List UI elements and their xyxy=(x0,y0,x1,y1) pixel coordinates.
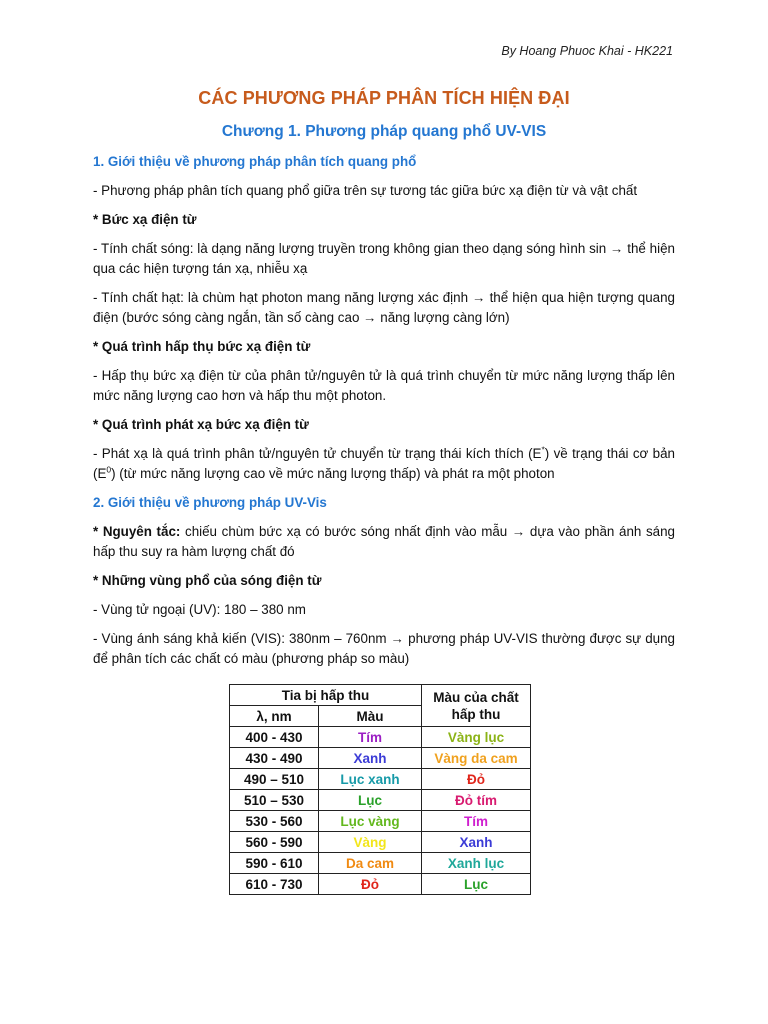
principle-paragraph xyxy=(93,522,675,562)
wavelength-range-cell: 490 – 510 xyxy=(230,769,319,790)
arrow-icon: → xyxy=(363,310,377,325)
particle-text-b: thể hiện qua hiện tượng quang điện (bước sóng càng ngắn, tần số càng cao xyxy=(93,290,675,325)
section-1-paragraph: - Phương pháp phân tích quang phổ giữa trên sự tương tác giữa bức xạ điện từ và vật chất xyxy=(93,183,638,198)
section-1-heading: 1. Giới thiệu về phương pháp phân tích quang phổ xyxy=(93,154,417,169)
table-row xyxy=(230,874,531,895)
wavelength-range-cell: 590 - 610 xyxy=(230,853,319,874)
table-row xyxy=(230,790,531,811)
emr-heading: * Bức xạ điện từ xyxy=(93,212,197,227)
excited-superscript: * xyxy=(541,444,545,455)
wavelength-range-cell: 400 - 430 xyxy=(230,727,319,748)
absorption-paragraph: - Hấp thụ bức xạ điện từ của phân tử/nguyên tử là quá trình chuyển từ mức năng lượng thấp lên mức năng lượng cao hơn và hấp thu một photon. xyxy=(93,368,675,403)
document-title: CÁC PHƯƠNG PHÁP PHÂN TÍCH HIỆN ĐẠI xyxy=(198,88,570,108)
section-2-heading: 2. Giới thiệu về phương pháp UV-Vis xyxy=(93,495,327,510)
header-color: Màu xyxy=(319,706,422,727)
arrow-icon: → xyxy=(472,290,486,305)
absorbed-color-cell: Vàng xyxy=(319,832,422,853)
vis-region xyxy=(93,629,675,669)
substance-color-cell: Xanh xyxy=(422,832,531,853)
wavelength-range-cell: 560 - 590 xyxy=(230,832,319,853)
substance-color-cell: Tím xyxy=(422,811,531,832)
absorption-color-table xyxy=(229,684,531,895)
principle-text-a: chiếu chùm bức xạ có bước sóng nhất định vào mẫu xyxy=(180,524,508,539)
particle-text-a: - Tính chất hạt: là chùm hạt photon mang năng lượng xác định xyxy=(93,290,469,305)
substance-color-cell: Vàng da cam xyxy=(422,748,531,769)
header-lambda: λ, nm xyxy=(230,706,319,727)
header-absorbed: Tia bị hấp thu xyxy=(230,685,422,706)
wavelength-range-cell: 510 – 530 xyxy=(230,790,319,811)
particle-property-paragraph xyxy=(93,288,675,328)
substance-color-cell: Xanh lục xyxy=(422,853,531,874)
absorbed-color-cell: Lục vàng xyxy=(319,811,422,832)
table-row xyxy=(230,811,531,832)
vis-text-a: - Vùng ánh sáng khả kiến (VIS): 380nm – 760nm xyxy=(93,631,387,646)
table-row xyxy=(230,769,531,790)
emission-paragraph xyxy=(93,444,675,484)
absorbed-color-cell: Lục xyxy=(319,790,422,811)
wavelength-range-cell: 610 - 730 xyxy=(230,874,319,895)
header-substance-color: Màu của chất hấp thu xyxy=(422,685,531,727)
wave-text-a: - Tính chất sóng: là dạng năng lượng truyền trong không gian theo dạng sóng hình sin xyxy=(93,241,607,256)
emission-text-c: ) (từ mức năng lượng cao về mức năng lượng thấp) và phát ra một photon xyxy=(111,466,555,481)
author-line: By Hoang Phuoc Khai - HK221 xyxy=(501,44,673,58)
emission-text-a: - Phát xạ là quá trình phân tử/nguyên tử chuyển từ trạng thái kích thích (E xyxy=(93,446,542,461)
regions-heading: * Những vùng phổ của sóng điện từ xyxy=(93,573,322,588)
table-row xyxy=(230,727,531,748)
absorption-heading: * Quá trình hấp thụ bức xạ điện từ xyxy=(93,339,311,354)
wave-property-paragraph xyxy=(93,239,675,279)
chapter-heading: Chương 1. Phương pháp quang phổ UV-VIS xyxy=(221,123,547,140)
substance-color-cell: Đỏ xyxy=(422,769,531,790)
document-body xyxy=(93,152,675,678)
table-row xyxy=(230,748,531,769)
substance-color-cell: Đỏ tím xyxy=(422,790,531,811)
vis-text-b: phương pháp UV-VIS thường được sự dụng để phân tích các chất có màu (phương pháp so màu) xyxy=(93,631,675,666)
table-row xyxy=(230,832,531,853)
ground-superscript: 0 xyxy=(106,464,112,475)
particle-text-c: năng lượng càng lớn) xyxy=(380,310,510,325)
substance-color-cell: Vàng lục xyxy=(422,727,531,748)
uv-region: - Vùng tử ngoại (UV): 180 – 380 nm xyxy=(93,602,306,617)
principle-text-b: dựa vào phần ánh sáng hấp thu suy ra hàm lượng chất đó xyxy=(93,524,675,559)
arrow-icon: → xyxy=(511,524,526,539)
table-body xyxy=(230,727,531,895)
table-row xyxy=(230,853,531,874)
absorbed-color-cell: Đỏ xyxy=(319,874,422,895)
substance-color-cell: Lục xyxy=(422,874,531,895)
wavelength-range-cell: 430 - 490 xyxy=(230,748,319,769)
wave-text-b: thể hiện qua các hiện tượng tán xạ, nhiễu xạ xyxy=(93,241,675,276)
arrow-icon: → xyxy=(610,241,624,256)
emission-heading: * Quá trình phát xạ bức xạ điện từ xyxy=(93,417,309,432)
wavelength-range-cell: 530 - 560 xyxy=(230,811,319,832)
absorbed-color-cell: Da cam xyxy=(319,853,422,874)
absorbed-color-cell: Lục xanh xyxy=(319,769,422,790)
arrow-icon: → xyxy=(390,631,405,646)
emission-text-b: ) về trạng thái cơ bản (E xyxy=(93,446,675,481)
principle-label: * Nguyên tắc: xyxy=(93,524,181,539)
absorbed-color-cell: Xanh xyxy=(319,748,422,769)
absorbed-color-cell: Tím xyxy=(319,727,422,748)
